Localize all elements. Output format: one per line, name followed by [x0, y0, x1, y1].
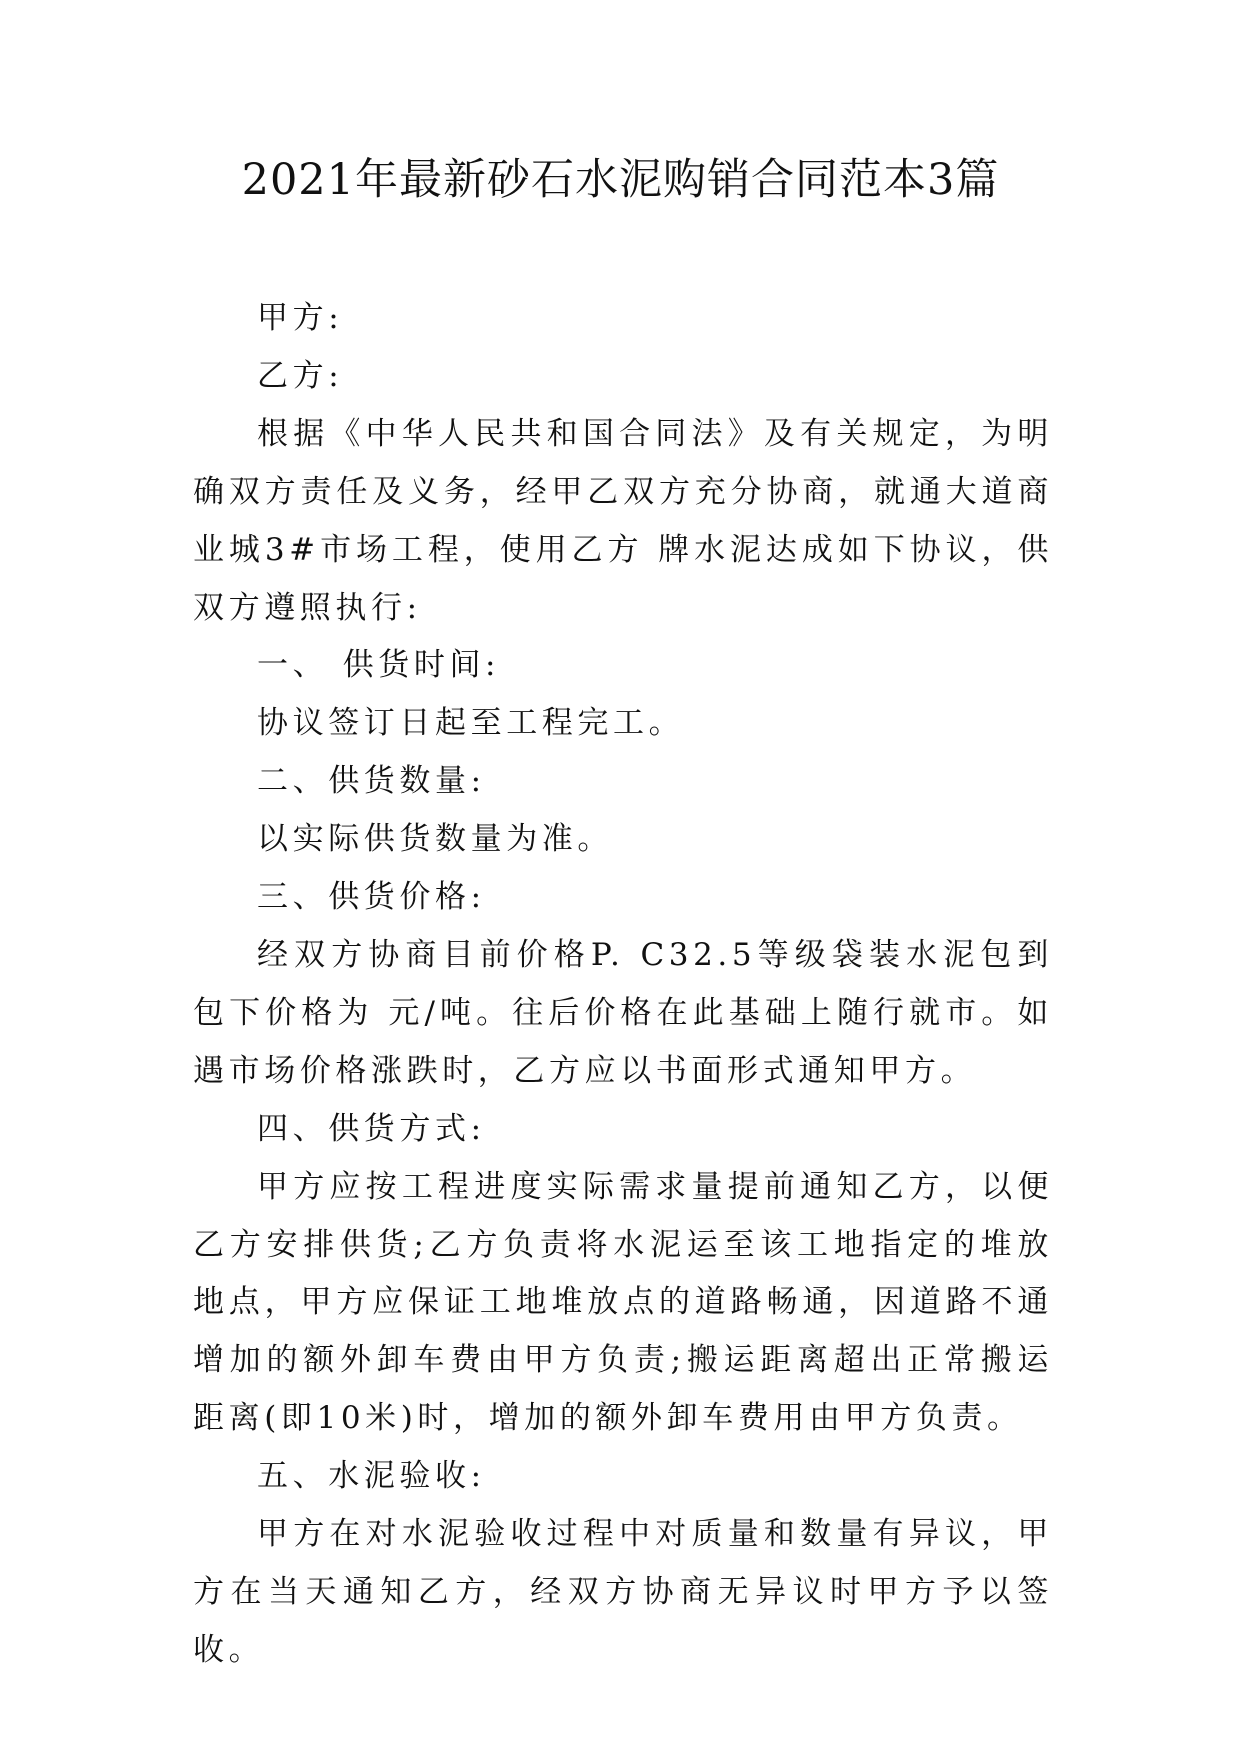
paragraph-supply-price: 经双方协商目前价格P. C32.5等级袋装水泥包到包下价格为 元/吨。往后价格在此基础上随行就市。如遇市场价格涨跌时，乙方应以书面形式通知甲方。	[193, 936, 1053, 1089]
section-heading-supply-time: 一、 供货时间:	[257, 647, 501, 684]
paragraph-supply-method: 甲方应按工程进度实际需求量提前通知乙方，以便乙方安排供货;乙方负责将水泥运至该工地指定的堆放地点，甲方应保证工地堆放点的道路畅通，因道路不通增加的额外卸车费由甲方负责;搬运距离超出正常搬运距离(即10米)时，增加的额外卸车费用由甲方负责。	[193, 1168, 1053, 1437]
preamble-paragraph: 根据《中华人民共和国合同法》及有关规定，为明确双方责任及义务，经甲乙双方充分协商，就通大道商业城3#市场工程，使用乙方 牌水泥达成如下协议，供双方遵照执行:	[193, 415, 1053, 626]
section-heading-supply-price: 三、供货价格:	[257, 879, 486, 916]
document-body	[193, 290, 1053, 1680]
party-b-line: 乙方:	[257, 357, 344, 394]
party-a-line: 甲方:	[257, 300, 344, 336]
section-heading-supply-method: 四、供货方式:	[257, 1110, 486, 1147]
section-heading-supply-quantity: 二、供货数量:	[257, 763, 486, 800]
document-title: 2021年最新砂石水泥购销合同范本3篇	[241, 155, 1000, 205]
paragraph-supply-time: 协议签订日起至工程完工。	[257, 705, 685, 742]
paragraph-acceptance: 甲方在对水泥验收过程中对质量和数量有异议，甲方在当天通知乙方，经双方协商无异议时甲方予以签收。	[193, 1516, 1053, 1668]
section-heading-acceptance: 五、水泥验收:	[257, 1458, 486, 1495]
paragraph-supply-quantity: 以实际供货数量为准。	[257, 821, 613, 858]
